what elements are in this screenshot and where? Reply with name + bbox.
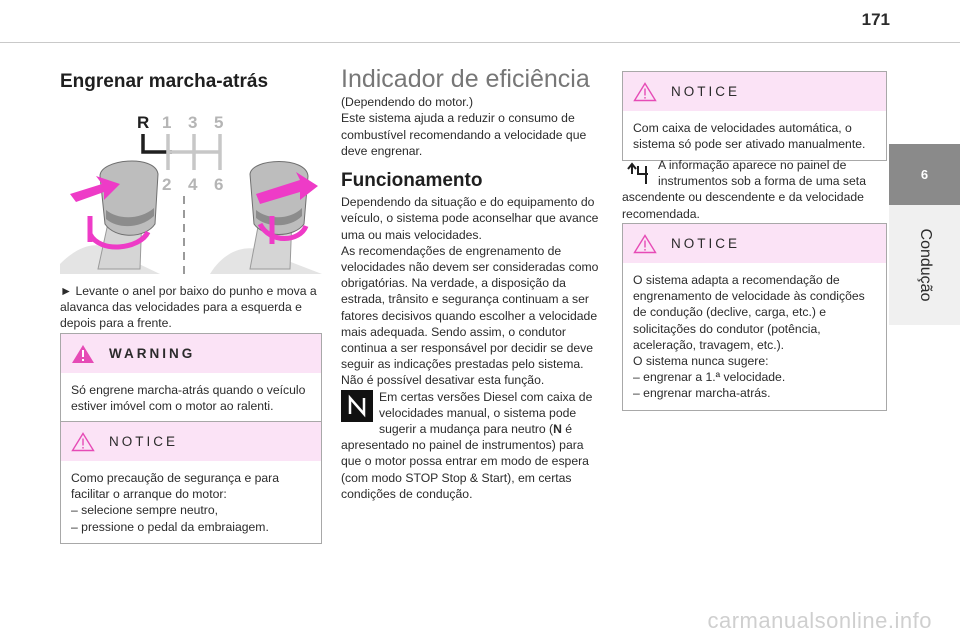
- chapter-tab[interactable]: 6: [889, 144, 960, 205]
- diesel-text-pre: Em certas versões Diesel com caixa de velocidades manual, o sistema pode sugerir a mudança para neutro (: [379, 389, 593, 437]
- notice-box-2: [622, 71, 887, 161]
- warning-header: [61, 334, 321, 373]
- warning-box: [60, 333, 322, 423]
- notice-3-line: – engrenar a 1.ª velocidade.: [633, 370, 786, 385]
- gear-label-3: 3: [188, 113, 198, 132]
- reverse-section: [60, 71, 322, 92]
- gear-label-1: 1: [162, 113, 172, 132]
- gear-label-4: 4: [188, 175, 198, 194]
- warning-icon: [71, 344, 95, 364]
- gear-knob-right: [210, 162, 322, 275]
- neutral-symbol: N: [553, 422, 562, 437]
- diesel-paragraph: [341, 389, 603, 502]
- neutral-indicator-icon: [341, 390, 373, 422]
- notice-3-line: O sistema adapta a recomendação de engrenamento de velocidade às condições de condução (declive, carga, etc.) e solicitações do condutor (potência, aceleração, travagem, etc.).: [633, 273, 865, 352]
- display-info-text: A informação aparece no painel de instrumentos sob a forma de uma seta ascendente ou descendente e da velocidade recomendada.: [622, 158, 866, 221]
- functioning-title: Funcionamento: [341, 170, 483, 192]
- notice-icon: [633, 82, 657, 102]
- watermark: carmanualsonline.info: [707, 608, 932, 633]
- notice-header-2: [623, 72, 886, 111]
- gear-arrow-icon: [624, 160, 652, 186]
- notice-3-line: – engrenar marcha-atrás.: [633, 386, 771, 401]
- notice-1-line: – selecione sempre neutro,: [71, 503, 219, 518]
- warning-label: WARNING: [109, 346, 196, 361]
- gear-label-r: R: [137, 113, 150, 132]
- gear-label-5: 5: [214, 113, 224, 132]
- notice-label-2: NOTICE: [671, 84, 741, 99]
- notice-1-line: Como precaução de segurança e para facilitar o arranque do motor:: [71, 471, 279, 502]
- notice-1-line: – pressione o pedal da embraiagem.: [71, 519, 269, 534]
- gear-illustration: [60, 104, 322, 276]
- notice-label-1: NOTICE: [109, 434, 179, 449]
- header-divider: [0, 42, 960, 43]
- efficiency-body-line: Não é possível desativar esta função.: [341, 373, 545, 388]
- notice-icon: [71, 432, 95, 452]
- efficiency-intro-line: (Dependendo do motor.): [341, 95, 474, 110]
- chapter-title: Condução: [916, 228, 934, 302]
- notice-3-line: O sistema nunca sugere:: [633, 354, 769, 369]
- notice-header-1: [61, 422, 321, 461]
- diesel-text-post: é apresentado no painel de instrumentos) para que o motor possa entrar em modo de espera (com modo STOP Stop & Start), em certas condições de condução.: [341, 422, 589, 501]
- notice-box-1: [60, 421, 322, 544]
- reverse-instruction: ► Levante o anel por baixo do punho e mova a alavanca das velocidades para a esquerda e depois para a frente.: [60, 284, 317, 331]
- gear-label-2: 2: [162, 175, 172, 194]
- efficiency-intro-line: Este sistema ajuda a reduzir o consumo de combustível recomendando a velocidade que deve engrenar.: [341, 111, 587, 158]
- warning-text: Só engrene marcha-atrás quando o veículo estiver imóvel com o motor ao ralenti.: [71, 383, 306, 414]
- efficiency-body-line: As recomendações de engrenamento de velocidades não devem ser consideradas como obrigatórias. Na verdade, a disposição da estrada, trânsito e segurança continuam a ser fatores decisivos quando escolher a velocidade mais adequada. Sendo assim, o condutor continua a ser responsável por decidir se deve seguir as indicações prestadas pelo sistema.: [341, 243, 599, 372]
- notice-box-3: [622, 223, 887, 411]
- display-info: [622, 157, 885, 222]
- efficiency-title: Indicador de eficiência: [341, 65, 590, 93]
- gear-label-6: 6: [214, 175, 224, 194]
- notice-icon: [633, 234, 657, 254]
- chapter-title-tab[interactable]: [889, 205, 960, 325]
- notice-label-3: NOTICE: [671, 236, 741, 251]
- efficiency-section: [341, 65, 603, 502]
- notice-2-text: Com caixa de velocidades automática, o sistema só pode ser ativado manualmente.: [633, 121, 866, 152]
- page-number: 171: [861, 10, 890, 29]
- notice-header-3: [623, 224, 886, 263]
- efficiency-body-line: Dependendo da situação e do equipamento do veículo, o sistema pode aconselhar que avance uma ou mais velocidades.: [341, 195, 599, 242]
- reverse-title: Engrenar marcha-atrás: [60, 71, 269, 92]
- gear-knob-left: [60, 161, 160, 274]
